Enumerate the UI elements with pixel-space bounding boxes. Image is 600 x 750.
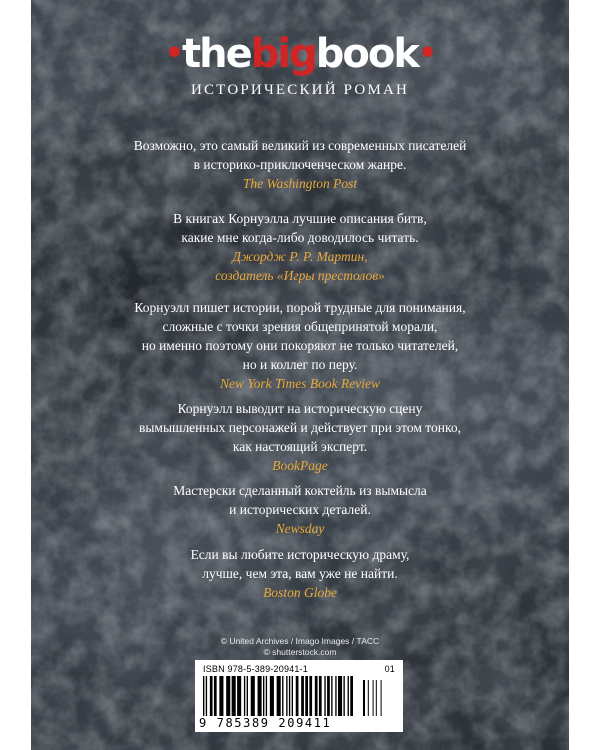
- quote-source: Newsday: [275, 521, 325, 536]
- isbn-label: [203, 664, 395, 674]
- barcode-bar: [270, 676, 274, 716]
- quote-line: какие мне когда-либо доводилось читать.: [181, 230, 419, 245]
- barcode-digits: 9 785389 209411: [199, 716, 332, 730]
- quote-line: как настоящий эксперт.: [232, 439, 368, 454]
- barcode-addon-bar: [363, 680, 365, 716]
- barcode-bar: [305, 676, 308, 716]
- barcode-bar: [348, 676, 349, 716]
- barcode-bar: [343, 676, 344, 716]
- quote-line: лучше, чем эта, вам уже не найти.: [202, 566, 398, 581]
- quote-source: Джордж Р. Р. Мартин,: [232, 249, 368, 264]
- barcode-addon-bar: [373, 680, 374, 716]
- barcode-bar: [319, 676, 322, 716]
- quote-line: Если вы любите историческую драму,: [190, 547, 410, 562]
- barcode-addon-bar: [376, 680, 377, 716]
- quote-line: в историко-приключенческом жанре.: [193, 157, 407, 172]
- barcode-bar: [210, 676, 213, 716]
- barcode-bar: [315, 676, 318, 716]
- quote-source: The Washington Post: [242, 176, 358, 191]
- barcode-bar: [247, 676, 248, 716]
- quote-line: но именно поэтому они покоряют не только читателей,: [141, 338, 459, 353]
- book-back-cover: [31, 0, 569, 750]
- quote-block: [31, 545, 569, 602]
- barcode-bar: [296, 676, 299, 716]
- barcode-bar: [237, 676, 241, 716]
- isbn-barcode: [195, 660, 403, 732]
- quote-line: но и коллег по перу.: [242, 357, 358, 372]
- series-subtitle: ИСТОРИЧЕСКИЙ РОМАН: [190, 82, 410, 98]
- barcode-bar: [232, 676, 236, 716]
- barcode-bar: [214, 676, 217, 716]
- quote-block: [31, 298, 569, 393]
- quote-line: Корнуэлл выводит на историческую сцену: [177, 401, 423, 416]
- quote-line: Корнуэлл пишет истории, порой трудные для понимания,: [134, 300, 466, 315]
- quote-block: [31, 209, 569, 285]
- barcode-bar: [327, 676, 330, 716]
- isbn-addon: 01: [384, 664, 395, 674]
- logo-dot-right: •: [417, 36, 436, 71]
- barcode-bar: [286, 676, 287, 716]
- image-credits: [31, 636, 569, 658]
- barcode-bar: [277, 676, 281, 716]
- logo-big: big: [250, 31, 316, 77]
- quote-block: [31, 399, 569, 475]
- barcode-bar: [226, 676, 230, 716]
- quote-line: вымышленных персонажей и действует при этом тонко,: [138, 420, 462, 435]
- barcode-bar: [331, 676, 332, 716]
- barcode-bar: [203, 676, 204, 716]
- barcode-addon-bar: [368, 680, 369, 716]
- barcode-bar: [258, 676, 262, 716]
- barcode-bar: [266, 676, 267, 716]
- barcode-bar: [301, 676, 304, 716]
- barcode-bar: [309, 676, 312, 716]
- barcode-bar: [244, 676, 245, 716]
- barcode-bar: [282, 676, 283, 716]
- logo-dot-left: •: [164, 36, 183, 71]
- quote-source: создатель «Игры престолов»: [215, 268, 385, 283]
- barcode-bar: [338, 676, 342, 716]
- barcode-bar: [292, 676, 293, 716]
- quote-source: New York Times Book Review: [220, 376, 380, 391]
- quote-line: сложные с точки зрения общепринятой морали,: [162, 319, 438, 334]
- quote-line: Возможно, это самый великий из современных писателей: [133, 138, 467, 153]
- quote-line: и исторических деталей.: [229, 502, 371, 517]
- barcode-bar: [219, 676, 223, 716]
- barcode-bar: [289, 676, 290, 716]
- credit-line: © shutterstock.com: [263, 647, 337, 657]
- quote-block: [31, 481, 569, 538]
- barcode-bar: [251, 676, 255, 716]
- barcode-addon-bar: [381, 680, 382, 716]
- publisher-logo: [31, 31, 569, 77]
- logo-book: book: [315, 31, 418, 77]
- isbn-number: ISBN 978-5-389-20941-1: [203, 664, 308, 674]
- quote-block: [31, 136, 569, 193]
- quote-source: BookPage: [272, 458, 328, 473]
- barcode-bar: [350, 676, 353, 716]
- quote-line: В книгах Корнуэлла лучшие описания битв,: [173, 211, 427, 226]
- credit-line: © United Archives / Imago Images / ТАСС: [220, 636, 380, 646]
- barcode-bar: [335, 676, 336, 716]
- logo-the: the: [182, 31, 251, 77]
- quote-source: Boston Globe: [263, 585, 337, 600]
- quote-line: Мастерски сделанный коктейль из вымысла: [173, 483, 427, 498]
- barcode-bar: [263, 676, 264, 716]
- barcode-bar: [206, 676, 207, 716]
- barcode-bar: [324, 676, 325, 716]
- barcode-bars: [203, 676, 395, 716]
